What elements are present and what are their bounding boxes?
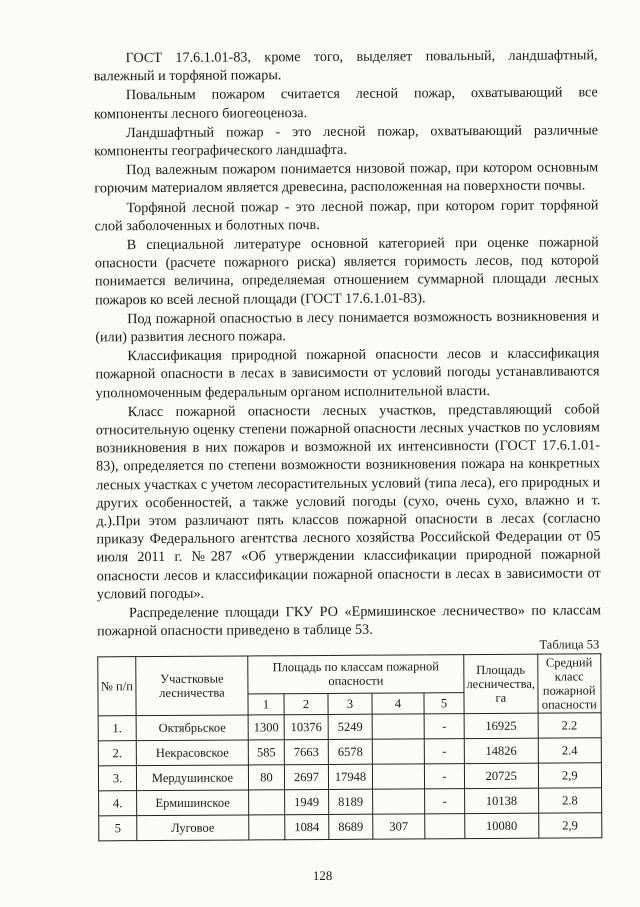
table-row [98, 762, 601, 790]
cell-class-4 [372, 713, 424, 738]
cell-class-3: 8689 [329, 814, 373, 839]
cell-class-4 [373, 788, 425, 813]
cell-avg: 2.4 [538, 737, 602, 762]
cell-total: 16925 [464, 713, 538, 738]
table-row [98, 737, 601, 765]
cell-class-3: 6578 [328, 739, 372, 764]
cell-class-1 [249, 789, 285, 814]
table-row [99, 812, 602, 840]
cell-num: 5 [99, 815, 137, 840]
cell-class-1: 1300 [248, 714, 284, 739]
cell-avg: 2,9 [538, 762, 602, 787]
table-row [98, 712, 601, 740]
cell-total: 20725 [464, 763, 538, 788]
cell-class-1: 80 [248, 764, 284, 789]
cell-total: 14826 [464, 738, 538, 763]
cell-class-5: - [424, 738, 464, 763]
header-class-3: 3 [328, 693, 372, 714]
paragraph: В специальной литературе основной категорией при оценке пожарной опасности (расчете пожарного риска) является горимость лесов, под которой понимается величина, определяемая отношением суммарной площади лесных пожаров ко всей лесной площади (ГОСТ 17.6.1.01-83). [94, 234, 599, 309]
cell-name: Луговое [137, 814, 249, 840]
cell-avg: 2,9 [538, 812, 602, 837]
cell-class-5: - [424, 763, 464, 788]
header-num: № п/п [98, 656, 136, 715]
cell-class-4 [372, 763, 424, 788]
table-caption: Таблица 53 [539, 636, 600, 652]
cell-total: 10138 [465, 788, 539, 813]
paragraph: Классификация природной пожарной опасности лесов и классификация пожарной опасности в лесах в зависимости от условий погоды устанавливаются уполномоченным федеральным органом исполнительной власти. [95, 345, 600, 402]
cell-name: Мердушинское [136, 764, 248, 790]
cell-avg: 2.2 [538, 712, 602, 737]
header-class-2: 2 [284, 693, 328, 714]
paragraph: Под валежным пожаром понимается низовой пожар, при котором основным горючим материалом является древесина, расположенная на поверхности почвы. [94, 159, 599, 197]
cell-num: 2. [98, 740, 136, 765]
cell-class-5 [425, 813, 465, 838]
cell-class-2: 1084 [285, 814, 329, 839]
header-class-5: 5 [424, 692, 464, 713]
cell-name: Октябрьское [136, 714, 248, 740]
cell-class-2: 2697 [284, 764, 328, 789]
cell-num: 4. [99, 790, 137, 815]
cell-class-2: 7663 [284, 739, 328, 764]
paragraph: Торфяной лесной пожар - это лесной пожар, при котором горит торфяной слой заболоченных и болотных почв. [94, 196, 599, 235]
cell-class-1 [249, 814, 285, 839]
table-row [99, 787, 602, 815]
cell-class-3: 17948 [328, 764, 372, 789]
header-forestry: Участковые лесничества [136, 655, 248, 715]
cell-class-4 [372, 738, 424, 763]
cell-class-3: 8189 [329, 789, 373, 814]
header-total-area: Площадь лесничества, га [464, 654, 538, 713]
header-class-4: 4 [372, 692, 424, 713]
header-area-by-class: Площадь по классам пожарной опасности [248, 654, 464, 693]
cell-class-2: 10376 [284, 714, 328, 739]
cell-avg: 2.8 [538, 787, 602, 812]
paragraph: Распределение площади ГКУ РО «Ермишинское лесничество» по классам пожарной опасности приведено в таблице 53. [97, 602, 602, 640]
cell-class-3: 5249 [328, 714, 372, 739]
cell-class-5: - [424, 713, 464, 738]
cell-num: 3. [98, 765, 136, 790]
cell-class-4: 307 [373, 813, 425, 838]
cell-name: Ермишинское [137, 789, 249, 815]
fire-hazard-table [97, 653, 602, 841]
paragraph: Класс пожарной опасности лесных участков, представляющий собой относительную оценку степени пожарной опасности лесных участков по условиям возникновения в них пожаров и возможной их интенсивности (ГОСТ 17.6.1.01-83), определяется по степени возможности возникновения пожара на конкретных лесных участках с учетом лесорастительных условий (типа леса), его природных и других особенностей, а также условий погоды (сухо, очень сухо, влажно и т. д.).При этом различают пять классов пожарной опасности в лесах (согласно приказу Федерального агентства лесного хозяйства Российской Федерации от 05 июля 2011 г. №287 «Об утверждении классификации природной пожарной опасности лесов и классификации пожарной опасности в лесах в зависимости от условий погоды». [95, 401, 601, 603]
header-avg-class: Средний класс пожарной опасности [537, 653, 601, 712]
paragraph: Под пожарной опасностью в лесу понимается возможность возникновения и (или) развития лесного пожара. [95, 308, 600, 346]
cell-num: 1. [98, 715, 136, 740]
cell-class-1: 585 [248, 739, 284, 764]
header-class-1: 1 [248, 693, 284, 714]
page-number: 128 [312, 867, 333, 884]
cell-class-2: 1949 [285, 789, 329, 814]
paragraph: Ландшафтный пожар - это лесной пожар, охватывающий различные компоненты географического ландшафта. [94, 122, 599, 160]
cell-class-5: - [425, 788, 465, 813]
body-text [94, 46, 602, 641]
cell-total: 10080 [465, 813, 539, 838]
cell-name: Некрасовское [136, 739, 248, 765]
paragraph: Повальным пожаром считается лесной пожар, охватывающий все компоненты лесного биогеоценоза. [93, 84, 598, 122]
paragraph: ГОСТ 17.6.1.01-83, кроме того, выделяет повальный, ландшафтный, валежный и торфяной пожары. [93, 47, 598, 85]
